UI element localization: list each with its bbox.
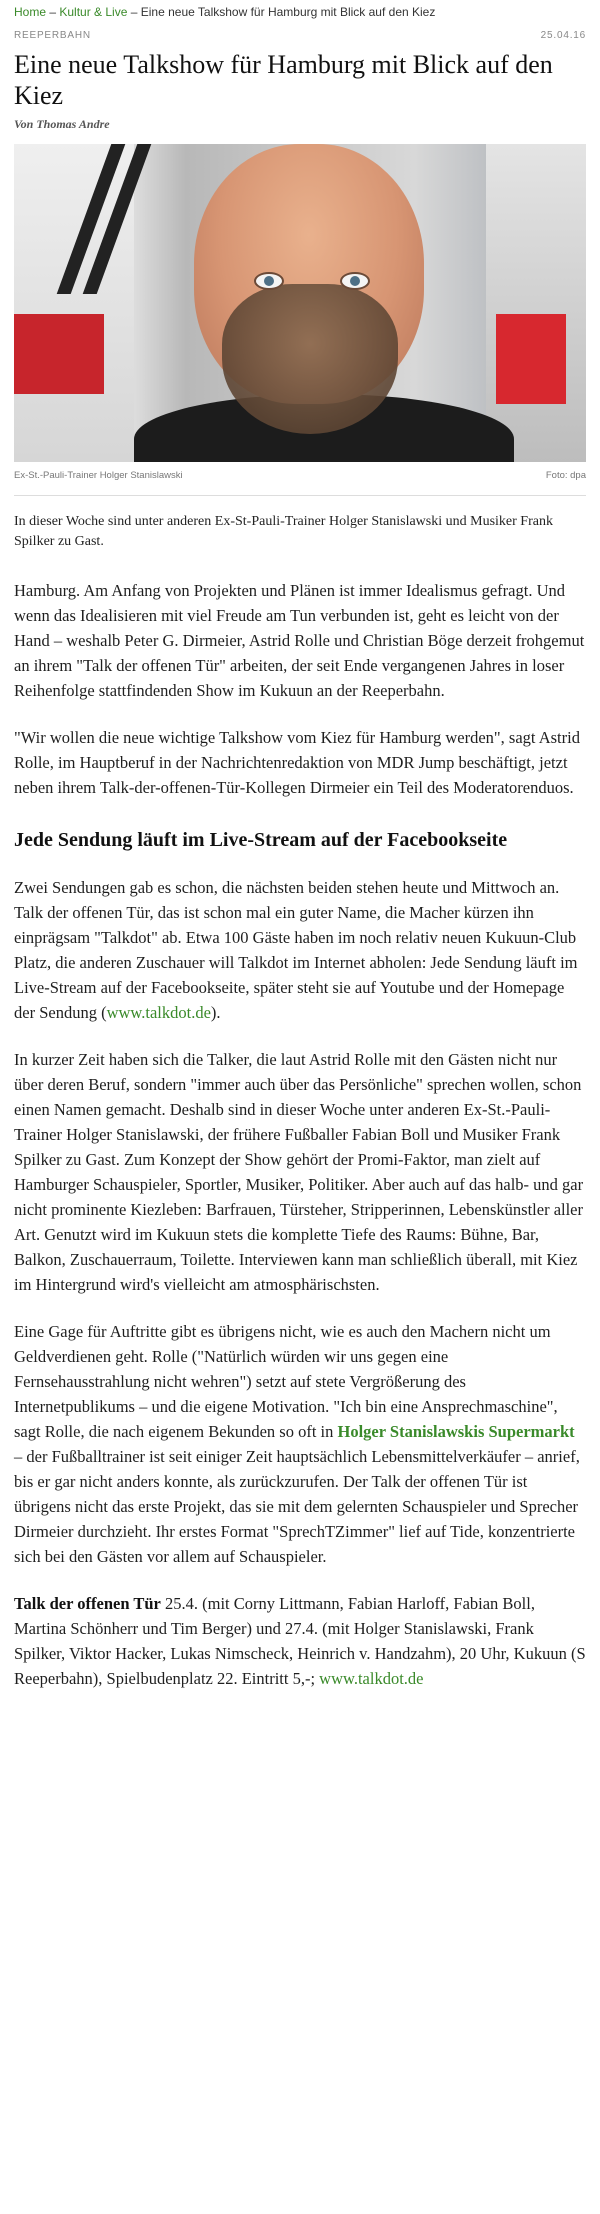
breadcrumb-separator: –: [46, 5, 60, 19]
paragraph-3: [14, 875, 586, 1025]
article-meta: [14, 30, 586, 41]
photo-caption: Ex-St.-Pauli-Trainer Holger Stanislawski: [14, 470, 183, 481]
rubric-label: REEPERBAHN: [14, 30, 91, 41]
stanislawski-supermarket-link[interactable]: Holger Stanislawskis Supermarkt: [337, 1422, 575, 1441]
photo-eye: [340, 272, 370, 290]
paragraph-text: Zwei Sendungen gab es schon, die nächsten beiden stehen heute und Mittwoch an. Talk der offenen Tür, das ist schon mal ein guter Name, die Macher kürzen ihn einprägsam "Talkdot" ab. Etwa 100 Gäste haben im noch relativ neuen Kukuun-Club Platz, die anderen Zuschauer will Talkdot im Internet abholen: Jede Sendung läuft im Live-Stream auf der Facebookseite, später steht sie auf Youtube und der Homepage der Sendung (: [14, 878, 578, 1022]
breadcrumb-current: Eine neue Talkshow für Hamburg mit Blick auf den Kiez: [140, 5, 436, 19]
breadcrumb-home-link[interactable]: Home: [14, 5, 47, 19]
divider: [14, 495, 586, 496]
photo-background-right: [486, 144, 586, 462]
article-subheading: Jede Sendung läuft im Live-Stream auf der Facebookseite: [14, 829, 508, 851]
talkdot-link[interactable]: www.talkdot.de: [319, 1669, 424, 1688]
article-photo: [14, 144, 586, 462]
event-title: Talk der offenen Tür: [14, 1594, 161, 1613]
photo-red-panel: [496, 314, 566, 404]
article-headline: Eine neue Talkshow für Hamburg mit Blick auf den Kiez: [14, 50, 553, 110]
event-details: 25.4. (mit Corny Littmann, Fabian Harloff, Fabian Boll, Martina Schönherr und Tim Berger) und 27.4. (mit Holger Stanislawski, Frank Spilker, Viktor Hacker, Lukas Nimscheck, Heinrich v. Handzahm), 20 Uhr, Kukuun (S Reeperbahn), Spielbudenplatz 22. Eintritt 5,-;: [14, 1594, 586, 1688]
article-body: [14, 578, 586, 1691]
breadcrumb-section-link[interactable]: Kultur & Live: [59, 5, 128, 19]
publish-date: 25.04.16: [540, 30, 586, 41]
breadcrumb: [14, 4, 586, 20]
paragraph-4: In kurzer Zeit haben sich die Talker, die laut Astrid Rolle mit den Gästen nicht nur über deren Beruf, sondern "immer auch über das Persönliche" sprechen wollen, schon einen Namen gemacht. Deshalb sind in dieser Woche unter anderen Ex-St.-Pauli-Trainer Holger Stanislawski, der frühere Fußballer Fabian Boll und Musiker Frank Spilker zu Gast. Zum Konzept der Show gehört der Promi-Faktor, man zielt auf Hamburger Schauspieler, Sportler, Musiker, Politiker. Aber auch auf das halb- und gar nicht prominente Kiezleben: Barfrauen, Türsteher, Stripperinnen, Lebenskünstler aller Art. Genutzt wird im Kukuun stets die komplette Tiefe des Raums: Bühne, Bar, Balkon, Zuschauerraum, Toilette. Interviewen kann man schließlich überall, mit Kiez im Hintergrund wird's vielleicht am atmosphärischsten.: [14, 1050, 584, 1294]
paragraph-text: – der Fußballtrainer ist seit einiger Zeit hauptsächlich Lebensmittelverkäufer – anrief, bis er gar nicht anders konnte, als zurückzurufen. Der Talk der offenen Tür ist übrigens nicht das erste Projekt, das sie mit dem gelernten Schauspieler und Sprecher Dirmeier durchzieht. Ihr erstes Format "SprechTZimmer" lief auf Tide, konzentrierte sich bei den Gästen vor allem auf Schauspieler.: [14, 1447, 580, 1566]
photo-background-left: [14, 144, 134, 462]
talkdot-link[interactable]: www.talkdot.de: [106, 1003, 211, 1022]
paragraph-text: ).: [210, 1003, 221, 1022]
paragraph-2: "Wir wollen die neue wichtige Talkshow vom Kiez für Hamburg werden", sagt Astrid Rolle, im Hauptberuf in der Nachrichtenredaktion von MDR Jump beschäftigt, jetzt neben ihrem Talk-der-offenen-Tür-Kollegen Dirmeier ein Teil des Moderatorenduos.: [14, 728, 580, 797]
photo-eye: [254, 272, 284, 290]
breadcrumb-separator: –: [127, 5, 141, 19]
photo-caption-row: [14, 470, 586, 481]
photo-red-panel: [14, 314, 104, 394]
photo-credit: Foto: dpa: [545, 470, 586, 481]
article-teaser: In dieser Woche sind unter anderen Ex-St-Pauli-Trainer Holger Stanislawski und Musiker Frank Spilker zu Gast.: [14, 514, 553, 549]
article-author: Von Thomas Andre: [14, 117, 110, 131]
paragraph-text: Eine Gage für Auftritte gibt es übrigens nicht, wie es auch den Machern nicht um Geldverdienen geht. Rolle ("Natürlich würden wir uns gegen eine Fernsehausstrahlung nicht wehren") setzt auf stete Vergrößerung des Internetpublikums – und die eigene Motivation. "Ich bin eine Ansprechmaschine", sagt Rolle, die nach eigenem Bekunden so oft in: [14, 1322, 558, 1441]
paragraph-5: [14, 1319, 586, 1569]
photo-beard: [222, 284, 398, 434]
event-info: [14, 1591, 586, 1691]
paragraph-1: Hamburg. Am Anfang von Projekten und Plänen ist immer Idealismus gefragt. Und wenn das Idealisieren mit viel Freude am Tun verbunden ist, geht es leicht von der Hand – weshalb Peter G. Dirmeier, Astrid Rolle und Christian Böge derzeit frohgemut an ihrem "Talk der offenen Tür" arbeiten, der seit Ende vergangenen Jahres in loser Reihenfolge stattfindenden Show im Kukuun an der Reeperbahn.: [14, 581, 585, 700]
